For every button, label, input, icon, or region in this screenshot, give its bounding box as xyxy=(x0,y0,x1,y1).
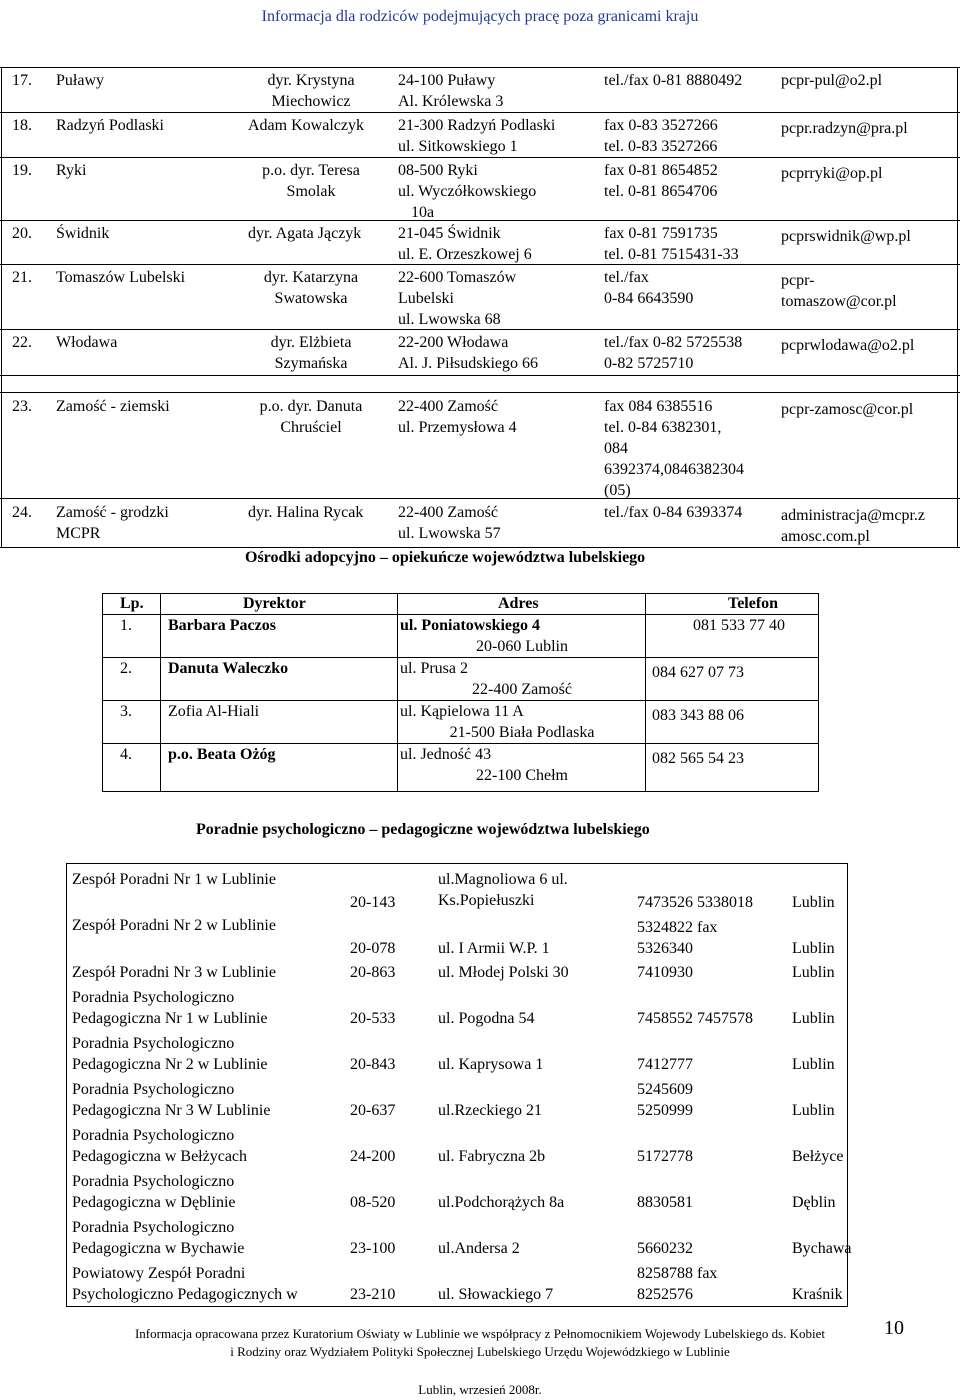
phone: 8830581 xyxy=(637,1194,693,1211)
director: p.o. dyr. Danuta xyxy=(259,398,363,415)
center-name: Powiatowy Zespół Poradni xyxy=(72,1265,246,1282)
phone: 5250999 xyxy=(637,1102,693,1119)
table-border xyxy=(0,392,960,393)
address: 21-045 Świdnik xyxy=(398,225,501,242)
phone: 8258788 fax xyxy=(637,1265,718,1282)
footer-note xyxy=(0,1325,960,1361)
city: Lublin xyxy=(792,1056,835,1073)
street: ul. Fabryczna 2b xyxy=(438,1148,546,1165)
footer-line: i Rodziny oraz Wydziałem Polityki Społecznej Lubelskiego Urzędu Wojewódzkiego w Lublinie xyxy=(230,1344,730,1359)
director: Adam Kowalczyk xyxy=(248,117,364,134)
phone: tel. 0-83 3527266 xyxy=(604,138,718,155)
street: ul. Kaprysowa 1 xyxy=(438,1056,544,1073)
postal-code: 20-143 xyxy=(350,894,396,911)
table-border xyxy=(160,593,161,792)
address: 22-400 Zamość xyxy=(398,398,498,415)
center-name: Pedagogiczna Nr 1 w Lublinie xyxy=(72,1010,268,1027)
unit-name: Tomaszów Lubelski xyxy=(56,269,186,286)
director: Smolak xyxy=(286,183,336,200)
director: dyr. Elżbieta xyxy=(270,334,352,351)
phone: 5660232 xyxy=(637,1240,693,1257)
row-number: 18. xyxy=(12,117,32,134)
address: ul. Poniatowskiego 4 xyxy=(400,617,541,634)
row-number: 1. xyxy=(120,617,132,634)
row-number: 4. xyxy=(120,746,132,763)
table-border xyxy=(0,157,960,158)
director: Miechowicz xyxy=(271,93,351,110)
address: ul. Wyczółkowskiego xyxy=(398,183,537,200)
phone: 081 533 77 40 xyxy=(693,617,785,634)
table-border xyxy=(66,863,67,1307)
center-name: Poradnia Psychologiczno xyxy=(72,1081,235,1098)
table-border xyxy=(957,67,958,548)
city: Lublin xyxy=(792,964,835,981)
address: 22-400 Zamość xyxy=(472,681,572,698)
address: 22-600 Tomaszów xyxy=(398,269,517,286)
email: pcpr-pul@o2.pl xyxy=(781,72,883,89)
phone: fax 0-81 8654852 xyxy=(604,162,718,179)
email: amosc.com.pl xyxy=(781,528,870,545)
street: ul.Andersa 2 xyxy=(438,1240,520,1257)
center-name: Poradnia Psychologiczno xyxy=(72,989,235,1006)
row-number: 20. xyxy=(12,225,32,242)
unit-name: Włodawa xyxy=(56,334,118,351)
street: ul.Podchorążych 8a xyxy=(438,1194,565,1211)
address: 24-100 Puławy xyxy=(398,72,496,89)
address: 21-300 Radzyń Podlaski xyxy=(398,117,556,134)
email: pcprryki@op.pl xyxy=(781,165,883,182)
table-border xyxy=(645,593,646,792)
table-border xyxy=(0,375,960,376)
city: Lublin xyxy=(792,1010,835,1027)
email: tomaszow@cor.pl xyxy=(781,293,897,310)
address: 22-100 Chełm xyxy=(476,767,568,784)
director: Danuta Waleczko xyxy=(168,660,289,677)
adoption-table xyxy=(102,593,819,792)
table-border xyxy=(0,67,960,68)
page-number: 10 xyxy=(884,1317,904,1339)
postal-code: 23-210 xyxy=(350,1286,396,1303)
email: administracja@mcpr.z xyxy=(781,507,926,524)
city: Kraśnik xyxy=(792,1286,843,1303)
director: dyr. Krystyna xyxy=(267,72,355,89)
center-name: Zespół Poradni Nr 3 w Lublinie xyxy=(72,964,276,981)
address: ul. Jedność 43 xyxy=(400,746,492,763)
column-header: Adres xyxy=(498,595,539,612)
table-border xyxy=(1,67,2,548)
postal-code: 23-100 xyxy=(350,1240,396,1257)
director: p.o. Beata Ożóg xyxy=(168,746,276,763)
center-name: Zespół Poradni Nr 1 w Lublinie xyxy=(72,871,276,888)
phone: 5245609 xyxy=(637,1081,693,1098)
phone: 8252576 xyxy=(637,1286,693,1303)
phone: tel. 0-81 8654706 xyxy=(604,183,718,200)
street: ul. Pogodna 54 xyxy=(438,1010,535,1027)
unit-name: Ryki xyxy=(56,162,87,179)
postal-code: 20-078 xyxy=(350,940,396,957)
unit-name: MCPR xyxy=(56,525,101,542)
center-name: Pedagogiczna w Bychawie xyxy=(72,1240,245,1257)
phone: tel./fax 0-82 5725538 xyxy=(604,334,743,351)
address: ul. Lwowska 68 xyxy=(398,311,501,328)
postal-code: 20-533 xyxy=(350,1010,396,1027)
director: Barbara Paczos xyxy=(168,617,276,634)
row-number: 23. xyxy=(12,398,32,415)
postal-code: 20-863 xyxy=(350,964,396,981)
city: Lublin xyxy=(792,1102,835,1119)
phone: 7412777 xyxy=(637,1056,693,1073)
address: 22-400 Zamość xyxy=(398,504,498,521)
director: dyr. Halina Rycak xyxy=(248,504,364,521)
center-name: Pedagogiczna Nr 3 W Lublinie xyxy=(72,1102,271,1119)
table-border xyxy=(818,593,819,792)
phone: 5324822 fax xyxy=(637,919,718,936)
email: pcpr- xyxy=(781,272,815,289)
address: 21-500 Biała Podlaska xyxy=(449,724,595,741)
center-name: Pedagogiczna Nr 2 w Lublinie xyxy=(72,1056,268,1073)
phone: tel./fax 0-81 8880492 xyxy=(604,72,743,89)
address: ul. Sitkowskiego 1 xyxy=(398,138,518,155)
table-border xyxy=(0,498,960,499)
table-border xyxy=(102,593,103,792)
postal-code: 24-200 xyxy=(350,1148,396,1165)
center-name: Pedagogiczna w Dęblinie xyxy=(72,1194,236,1211)
column-header: Telefon xyxy=(728,595,779,612)
adoption-title: Ośrodki adopcyjno – opiekuńcze województwa lubelskiego xyxy=(245,549,646,566)
center-name: Poradnia Psychologiczno xyxy=(72,1035,235,1052)
phone: 084 627 07 73 xyxy=(652,664,744,681)
street: ul. I Armii W.P. 1 xyxy=(438,940,550,957)
street: Ks.Popiełuszki xyxy=(438,892,535,909)
phone: fax 084 6385516 xyxy=(604,398,713,415)
column-header: Dyrektor xyxy=(243,595,306,612)
postal-code: 20-843 xyxy=(350,1056,396,1073)
director: Zofia Al-Hiali xyxy=(168,703,260,720)
director: Szymańska xyxy=(274,355,348,372)
address: ul. E. Orzeszkowej 6 xyxy=(398,246,532,263)
center-name: Poradnia Psychologiczno xyxy=(72,1219,235,1236)
unit-name: Puławy xyxy=(56,72,104,89)
unit-name: Zamość - grodzki xyxy=(56,504,169,521)
row-number: 2. xyxy=(120,660,132,677)
street: ul.Magnoliowa 6 ul. xyxy=(438,871,568,888)
city: Lublin xyxy=(792,894,835,911)
table-border xyxy=(102,593,819,594)
email: pcprwlodawa@o2.pl xyxy=(781,337,915,354)
address: ul. Kąpielowa 11 A xyxy=(400,703,524,720)
phone: 082 565 54 23 xyxy=(652,750,744,767)
street: ul. Młodej Polski 30 xyxy=(438,964,569,981)
center-name: Psychologiczno Pedagogicznych w xyxy=(72,1286,298,1303)
address: ul. Prusa 2 xyxy=(400,660,468,677)
center-name: Poradnia Psychologiczno xyxy=(72,1127,235,1144)
city: Bychawa xyxy=(792,1240,852,1257)
unit-name: Zamość - ziemski xyxy=(56,398,170,415)
table-border xyxy=(102,791,819,792)
page-header: Informacja dla rodziców podejmujących pracę poza granicami kraju xyxy=(261,8,699,25)
city: Lublin xyxy=(792,940,835,957)
director: dyr. Agata Jączyk xyxy=(248,225,362,242)
phone: 083 343 88 06 xyxy=(652,707,744,724)
email: pcpr.radzyn@pra.pl xyxy=(781,120,908,137)
street: ul. Słowackiego 7 xyxy=(438,1286,554,1303)
city: Dęblin xyxy=(792,1194,836,1211)
footer-date: Lublin, wrzesień 2008r. xyxy=(418,1382,542,1397)
phone: tel. 0-81 7515431-33 xyxy=(604,246,739,263)
street: ul.Rzeckiego 21 xyxy=(438,1102,542,1119)
table-border xyxy=(0,112,960,113)
address: 10a xyxy=(411,204,435,221)
unit-name: Radzyń Podlaski xyxy=(56,117,164,134)
row-number: 19. xyxy=(12,162,32,179)
address: ul. Lwowska 57 xyxy=(398,525,501,542)
phone: tel./fax 0-84 6393374 xyxy=(604,504,743,521)
postal-code: 08-520 xyxy=(350,1194,396,1211)
footer-line: Informacja opracowana przez Kuratorium Oświaty w Lublinie we współpracy z Pełnomocnikiem Wojewody Lubelskiego ds. Kobiet xyxy=(134,1326,826,1341)
address: Al. J. Piłsudskiego 66 xyxy=(398,355,539,372)
director: Swatowska xyxy=(274,290,348,307)
row-number: 3. xyxy=(120,703,132,720)
address: ul. Przemysłowa 4 xyxy=(398,419,517,436)
counseling-table xyxy=(66,863,852,1307)
counseling-title: Poradnie psychologiczno – pedagogiczne województwa lubelskiego xyxy=(196,821,650,838)
director: p.o. dyr. Teresa xyxy=(262,162,360,179)
center-name: Poradnia Psychologiczno xyxy=(72,1173,235,1190)
phone: tel./fax xyxy=(604,269,649,286)
column-header: Lp. xyxy=(120,595,144,612)
city: Bełżyce xyxy=(792,1148,844,1165)
email: pcprswidnik@wp.pl xyxy=(781,228,911,245)
director: Chruściel xyxy=(280,419,342,436)
table-border xyxy=(397,593,398,792)
postal-code: 20-637 xyxy=(350,1102,396,1119)
phone: 7458552 7457578 xyxy=(637,1010,753,1027)
row-number: 17. xyxy=(12,72,32,89)
address: 08-500 Ryki xyxy=(398,162,478,179)
unit-name: Świdnik xyxy=(56,225,110,242)
phone: 5326340 xyxy=(637,940,693,957)
phone: 5172778 xyxy=(637,1148,693,1165)
phone: 7473526 5338018 xyxy=(637,894,753,911)
table-border xyxy=(0,220,960,221)
table-border xyxy=(66,1306,848,1307)
center-name: Pedagogiczna w Bełżycach xyxy=(72,1148,248,1165)
phone: fax 0-81 7591735 xyxy=(604,225,718,242)
pcpr-table xyxy=(0,0,960,550)
row-number: 24. xyxy=(12,504,32,521)
phone: (05) xyxy=(604,482,631,499)
phone: 0-82 5725710 xyxy=(604,355,694,372)
phone: 7410930 xyxy=(637,964,693,981)
address: Al. Królewska 3 xyxy=(398,93,504,110)
phone: tel. 0-84 6382301, xyxy=(604,419,722,436)
center-name: Zespół Poradni Nr 2 w Lublinie xyxy=(72,917,276,934)
row-number: 22. xyxy=(12,334,32,351)
phone: 084 xyxy=(604,440,628,457)
director: dyr. Katarzyna xyxy=(263,269,359,286)
address: 20-060 Lublin xyxy=(476,638,568,655)
phone: 0-84 6643590 xyxy=(604,290,694,307)
email: pcpr-zamosc@cor.pl xyxy=(781,401,914,418)
address: Lubelski xyxy=(398,290,454,307)
phone: fax 0-83 3527266 xyxy=(604,117,718,134)
table-border xyxy=(66,863,848,864)
address: 22-200 Włodawa xyxy=(398,334,509,351)
row-number: 21. xyxy=(12,269,32,286)
phone: 6392374,0846382304 xyxy=(604,461,744,478)
